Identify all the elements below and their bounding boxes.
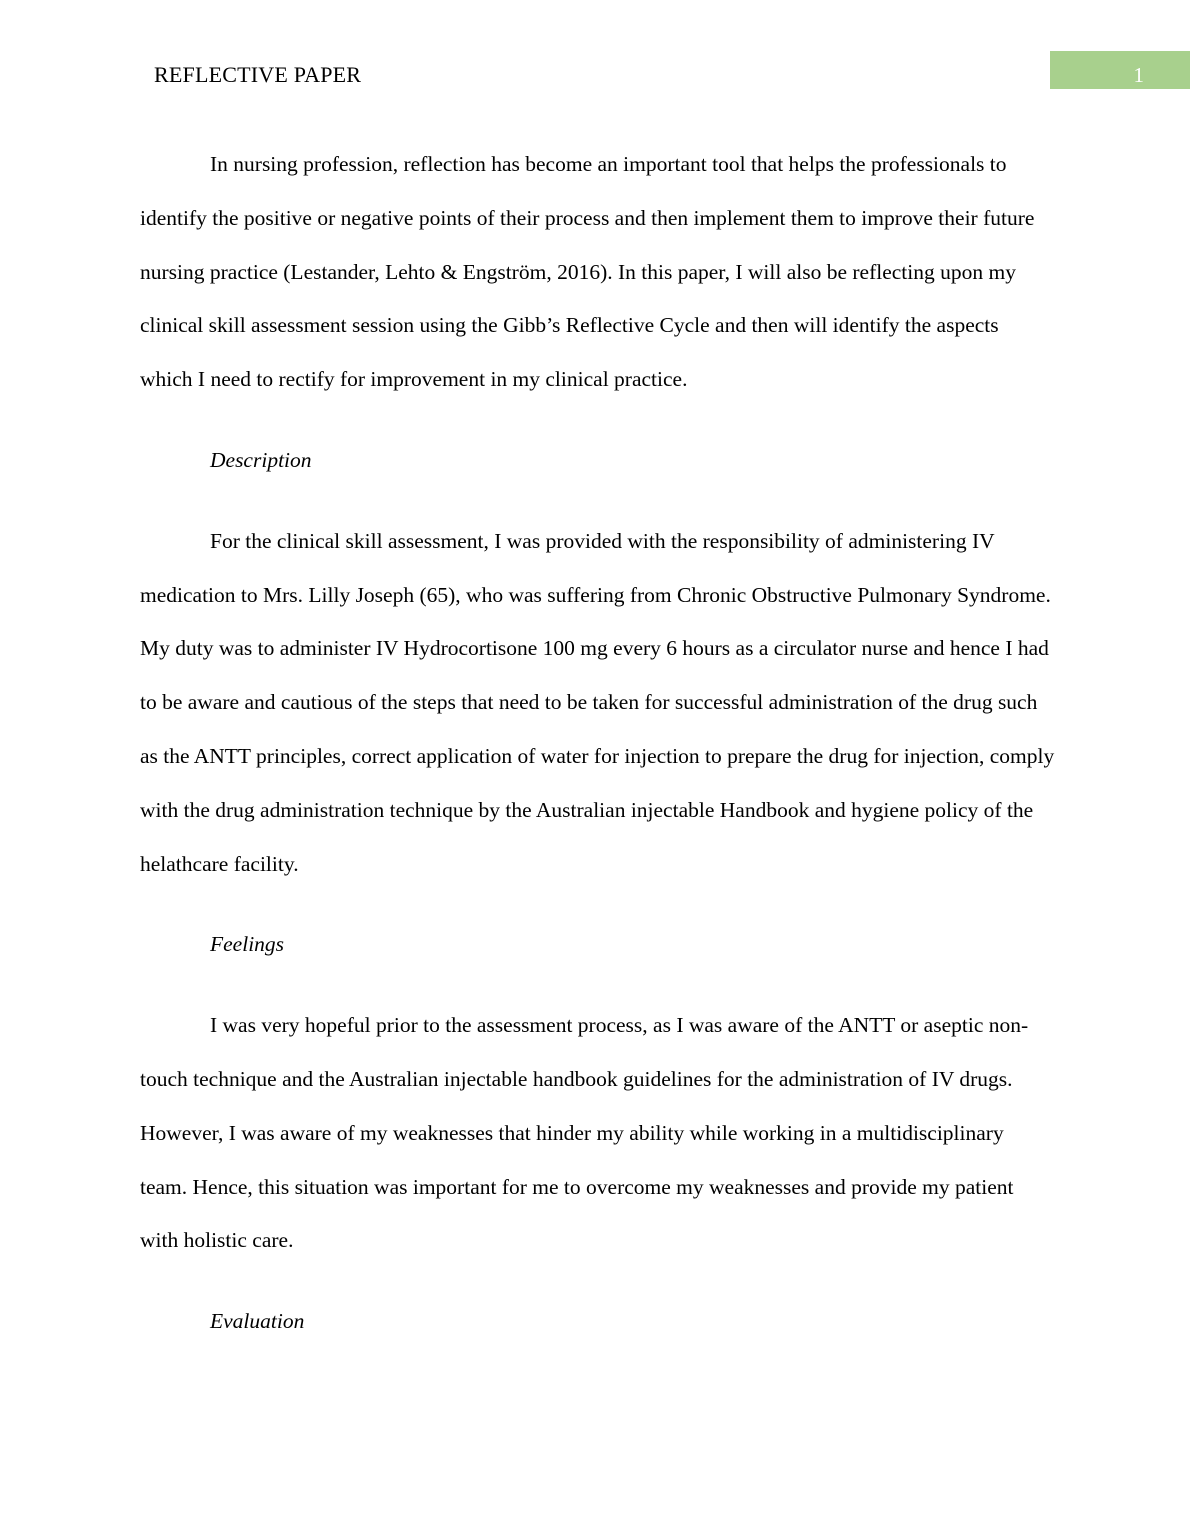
section-heading-evaluation: Evaluation xyxy=(210,1309,305,1334)
intro-paragraph: In nursing profession, reflection has become an important tool that helps the professionals to identify the positive or negative points of their process and then implement them to improve their future nursing practice (Lestander, Lehto & Engström, 2016). In this paper, I will also be reflecting upon my clinical skill assessment session using the Gibb’s Reflective Cycle and then will identify the aspects which I need to rectify for improvement in my clinical practice. xyxy=(140,152,1035,392)
section-heading-description: Description xyxy=(210,447,312,472)
page-number-box xyxy=(1050,51,1190,89)
description-paragraph: For the clinical skill assessment, I was provided with the responsibility of administering IV medication to Mrs. Lilly Joseph (65), who was suffering from Chronic Obstructive Pulmonary Syndrome. My duty was to administer IV Hydrocortisone 100 mg every 6 hours as a circulator nurse and hence I had to be aware and cautious of the steps that need to be taken for successful administration of the drug such as the ANTT principles, correct application of water for injection to prepare the drug for injection, comply with the drug administration technique by the Australian injectable Handbook and hygiene policy of the helathcare facility. xyxy=(140,528,1055,876)
section-heading-feelings: Feelings xyxy=(210,932,285,957)
feelings-paragraph: I was very hopeful prior to the assessment process, as I was aware of the ANTT or aseptic non-touch technique and the Australian injectable handbook guidelines for the administration of IV drugs. However, I was aware of my weaknesses that hinder my ability while working in a multidisciplinary team. Hence, this situation was important for me to overcome my weaknesses and provide my patient with holistic care. xyxy=(140,1013,1029,1253)
page-number: 1 xyxy=(1133,63,1144,87)
document-body xyxy=(140,138,1055,1376)
running-head: REFLECTIVE PAPER xyxy=(154,62,362,87)
